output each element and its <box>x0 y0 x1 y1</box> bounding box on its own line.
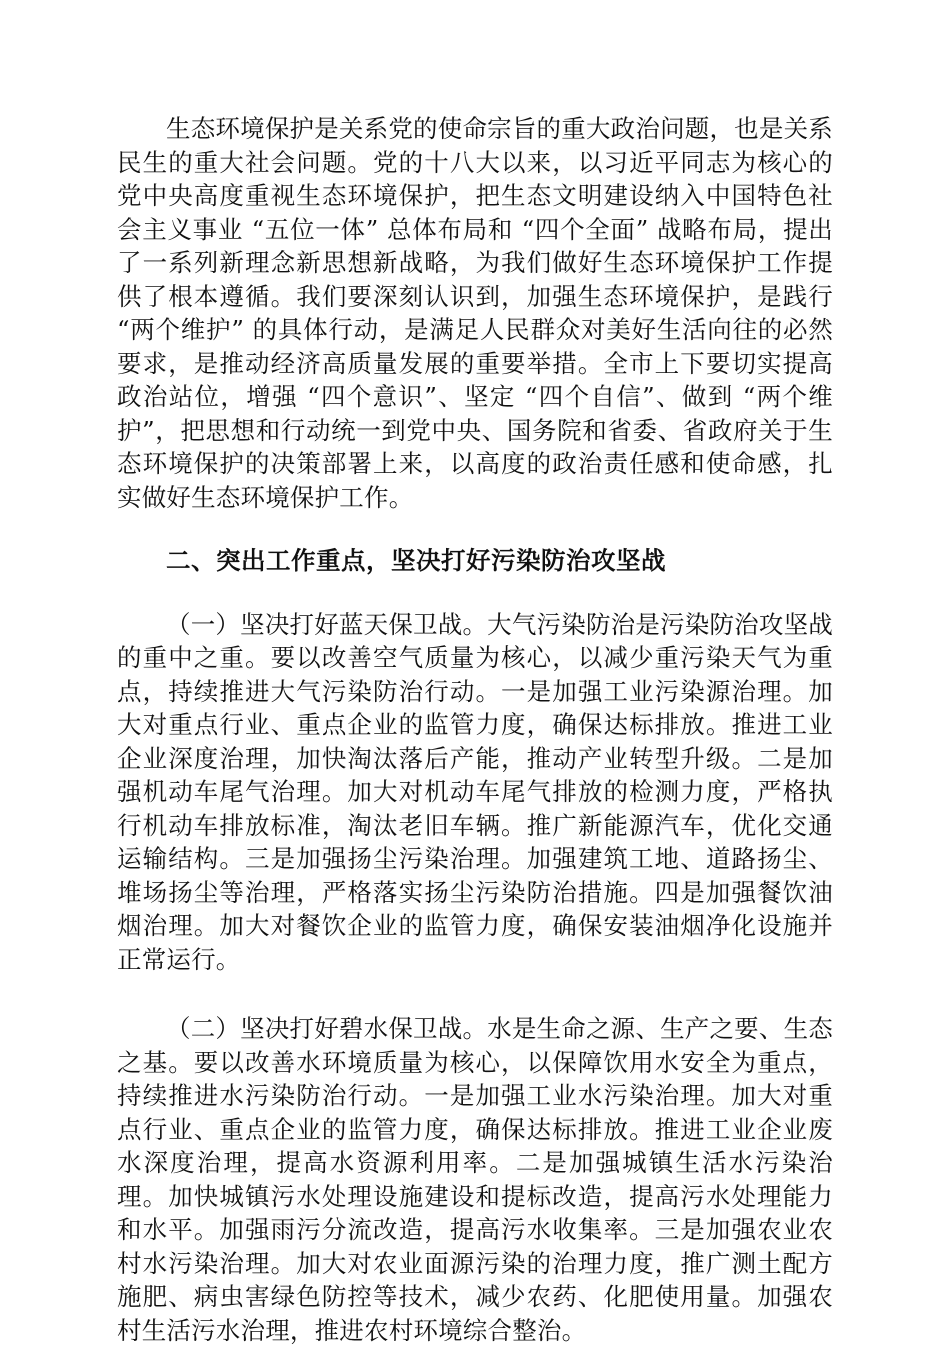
paragraph-intro: 生态环境保护是关系党的使命宗旨的重大政治问题，也是关系民生的重大社会问题。党的十八大以来，以习近平同志为核心的党中央高度重视生态环境保护，把生态文明建设纳入中国特色社会主义事业 “五位一体” 总体布局和 “四个全面” 战略布局，提出了一系列新理念新思想新战略，为我们做好生态环境保护工作提供了根本遵循。我们要深刻认识到，加强生态环境保护，是践行 “两个维护” 的具体行动，是满足人民群众对美好生活向往的必然要求，是推动经济高质量发展的重要举措。全市上下要切实提高政治站位，增强 “四个意识”、坚定 “四个自信”、做到 “两个维护”，把思想和行动统一到党中央、国务院和省委、省政府关于生态环境保护的决策部署上来，以高度的政治责任感和使命感，扎实做好生态环境保护工作。 <box>117 114 833 512</box>
paragraph-clear-water: （二）坚决打好碧水保卫战。水是生命之源、生产之要、生态之基。要以改善水环境质量为核心，以保障饮用水安全为重点，持续推进水污染防治行动。一是加强工业水污染治理。加大对重点行业、重点企业的监管力度，确保达标排放。推进工业企业废水深度治理，提高水资源利用率。二是加强城镇生活水污染治理。加快城镇污水处理设施建设和提标改造，提高污水处理能力和水平。加强雨污分流改造，提高污水收集率。三是加强农业农村水污染治理。加大对农业面源污染的治理力度，推广测土配方施肥、病虫害绿色防控等技术，减少农药、化肥使用量。加强农村生活污水治理，推进农村环境综合整治。 <box>117 1014 833 1345</box>
paragraph-blue-sky: （一）坚决打好蓝天保卫战。大气污染防治是污染防治攻坚战的重中之重。要以改善空气质量为核心，以减少重污染天气为重点，持续推进大气污染防治行动。一是加强工业污染源治理。加大对重点行业、重点企业的监管力度，确保达标排放。推进工业企业深度治理，加快淘汰落后产能，推动产业转型升级。二是加强机动车尾气治理。加大对机动车尾气排放的检测力度，严格执行机动车排放标准，淘汰老旧车辆。推广新能源汽车，优化交通运输结构。三是加强扬尘污染治理。加强建筑工地、道路扬尘、堆场扬尘等治理，严格落实扬尘污染防治措施。四是加强餐饮油烟治理。加大对餐饮企业的监管力度，确保安装油烟净化设施并正常运行。 <box>117 609 833 974</box>
document-body <box>117 112 833 1347</box>
section-heading: 二、突出工作重点，坚决打好污染防治攻坚战 <box>166 546 666 575</box>
